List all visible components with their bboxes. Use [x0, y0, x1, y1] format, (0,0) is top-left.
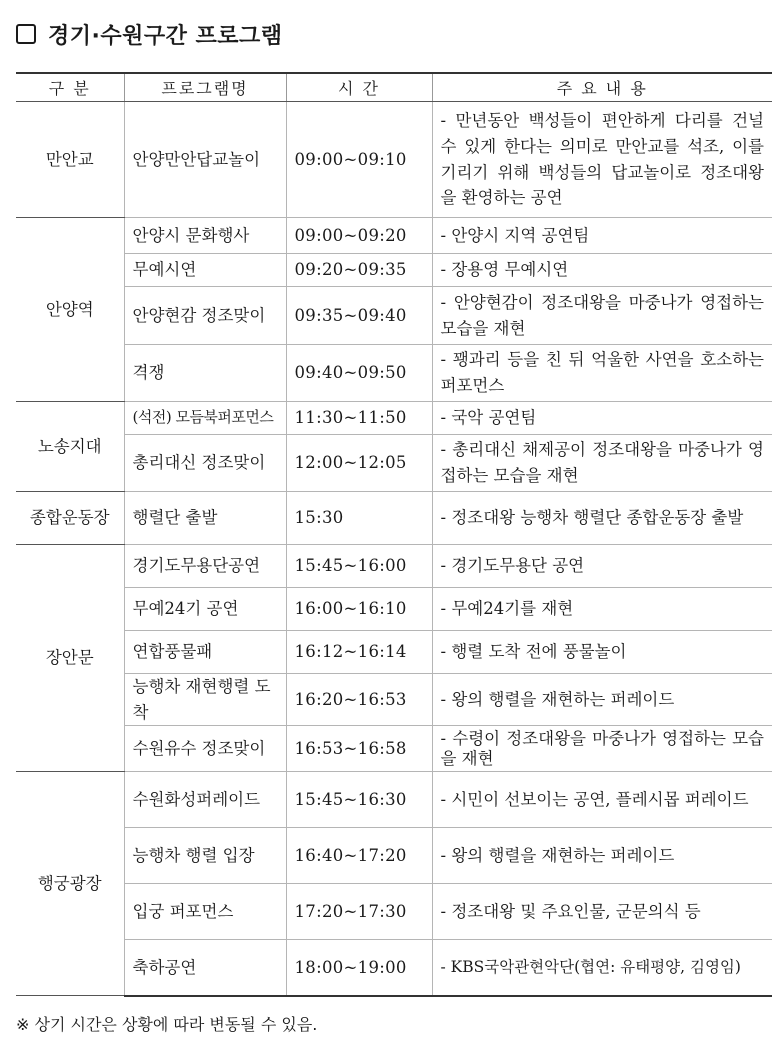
- program-desc: - 경기도무용단 공연: [432, 545, 772, 588]
- program-name: 총리대신 정조맞이: [124, 435, 286, 492]
- program-desc: - 왕의 행렬을 재현하는 퍼레이드: [432, 674, 772, 726]
- table-row: [16, 884, 772, 940]
- program-name: 안양만안답교놀이: [124, 102, 286, 218]
- program-desc: - 장용영 무예시연: [432, 254, 772, 287]
- section-name: 만안교: [16, 102, 124, 218]
- table-row: [16, 674, 772, 726]
- table-row: [16, 631, 772, 674]
- section-name: 행궁광장: [16, 772, 124, 996]
- table-row: [16, 218, 772, 254]
- program-name: 수원유수 정조맞이: [124, 726, 286, 772]
- program-name: 수원화성퍼레이드: [124, 772, 286, 828]
- table-row: [16, 402, 772, 435]
- footnote: ※ 상기 시간은 상황에 따라 변동될 수 있음.: [16, 1015, 318, 1034]
- program-name: 능행차 재현행렬 도착: [124, 674, 286, 726]
- section-name: 노송지대: [16, 402, 124, 492]
- program-name: 무예시연: [124, 254, 286, 287]
- program-desc: - 안양시 지역 공연팀: [432, 218, 772, 254]
- program-table: [16, 72, 772, 997]
- program-name: 축하공연: [124, 940, 286, 996]
- program-desc: - 행렬 도착 전에 풍물놀이: [432, 631, 772, 674]
- program-time: 16:53~16:58: [286, 726, 432, 772]
- header-content: 주 요 내 용: [432, 73, 772, 102]
- program-time: 16:20~16:53: [286, 674, 432, 726]
- program-time: 15:45~16:30: [286, 772, 432, 828]
- program-name: 연합풍물패: [124, 631, 286, 674]
- program-name: 행렬단 출발: [124, 492, 286, 545]
- program-desc: - 왕의 행렬을 재현하는 퍼레이드: [432, 828, 772, 884]
- program-time: 09:00~09:10: [286, 102, 432, 218]
- program-desc: - 정조대왕 능행차 행렬단 종합운동장 출발: [432, 492, 772, 545]
- page-title: [16, 18, 283, 50]
- table-row: [16, 435, 772, 492]
- program-time: 12:00~12:05: [286, 435, 432, 492]
- program-desc: - 총리대신 채제공이 정조대왕을 마중나가 영접하는 모습을 재현: [432, 435, 772, 492]
- section-name: 장안문: [16, 545, 124, 772]
- header-program: 프로그램명: [124, 73, 286, 102]
- program-desc: - 국악 공연팀: [432, 402, 772, 435]
- table-row: [16, 772, 772, 828]
- program-name: 격쟁: [124, 345, 286, 402]
- program-name: (석전) 모듬북퍼포먼스: [124, 402, 286, 435]
- program-time: 16:12~16:14: [286, 631, 432, 674]
- program-desc: - KBS국악관현악단(협연: 유태평양, 김영임): [432, 940, 772, 996]
- table-row: [16, 828, 772, 884]
- table-row: [16, 545, 772, 588]
- table-row: [16, 102, 772, 218]
- program-time: 18:00~19:00: [286, 940, 432, 996]
- table-header-row: [16, 73, 772, 102]
- program-time: 15:45~16:00: [286, 545, 432, 588]
- program-name: 능행차 행렬 입장: [124, 828, 286, 884]
- table-row: [16, 492, 772, 545]
- program-name: 안양시 문화행사: [124, 218, 286, 254]
- program-desc: - 정조대왕 및 주요인물, 군문의식 등: [432, 884, 772, 940]
- program-desc: - 시민이 선보이는 공연, 플레시몹 퍼레이드: [432, 772, 772, 828]
- checkbox-icon: [16, 24, 36, 44]
- program-desc: - 무예24기를 재현: [432, 588, 772, 631]
- program-time: 09:35~09:40: [286, 287, 432, 345]
- program-desc: - 수령이 정조대왕을 마중나가 영접하는 모습을 재현: [432, 726, 772, 772]
- program-time: 16:40~17:20: [286, 828, 432, 884]
- program-time: 09:20~09:35: [286, 254, 432, 287]
- program-time: 09:40~09:50: [286, 345, 432, 402]
- table-row: [16, 588, 772, 631]
- program-name: 안양현감 정조맞이: [124, 287, 286, 345]
- program-name: 경기도무용단공연: [124, 545, 286, 588]
- header-time: 시 간: [286, 73, 432, 102]
- page-title-text: 경기·수원구간 프로그램: [48, 23, 283, 49]
- program-time: 15:30: [286, 492, 432, 545]
- section-name: 종합운동장: [16, 492, 124, 545]
- table-row: [16, 345, 772, 402]
- program-desc: - 만년동안 백성들이 편안하게 다리를 건널 수 있게 한다는 의미로 만안교를 석조, 이를 기리기 위해 백성들의 답교놀이로 정조대왕을 환영하는 공연: [432, 102, 772, 218]
- table-row: [16, 287, 772, 345]
- program-time: 16:00~16:10: [286, 588, 432, 631]
- program-time: 09:00~09:20: [286, 218, 432, 254]
- header-section: 구 분: [16, 73, 124, 102]
- program-name: 입궁 퍼포먼스: [124, 884, 286, 940]
- table-row: [16, 940, 772, 996]
- section-name: 안양역: [16, 218, 124, 402]
- program-time: 17:20~17:30: [286, 884, 432, 940]
- table-row: [16, 254, 772, 287]
- program-time: 11:30~11:50: [286, 402, 432, 435]
- program-desc: - 꽹과리 등을 친 뒤 억울한 사연을 호소하는 퍼포먼스: [432, 345, 772, 402]
- program-name: 무예24기 공연: [124, 588, 286, 631]
- table-row: [16, 726, 772, 772]
- program-desc: - 안양현감이 정조대왕을 마중나가 영접하는 모습을 재현: [432, 287, 772, 345]
